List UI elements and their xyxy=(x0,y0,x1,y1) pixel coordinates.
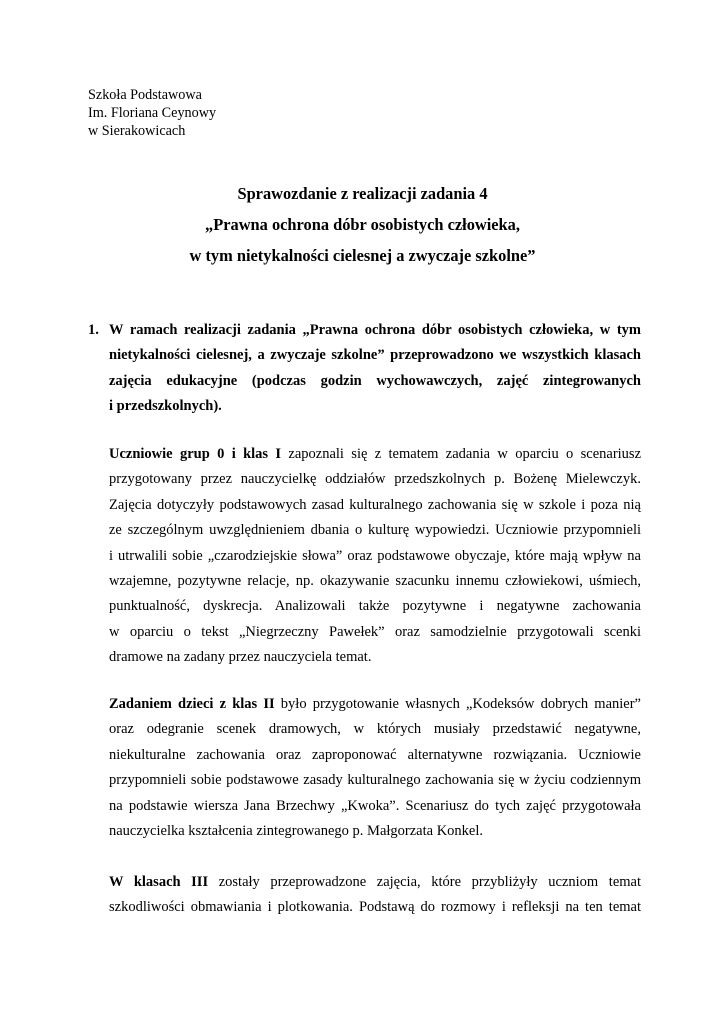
title-line-2: „Prawna ochrona dóbr osobistych człowieka, xyxy=(205,215,520,234)
list-item-1 xyxy=(109,318,641,420)
text-fragment: zapoznali się z tematem zadania w oparciu o scenariusz xyxy=(281,446,642,462)
text-line: nauczycielka kształcenia zintegrowanego p. Małgorzata Konkel. xyxy=(109,823,484,840)
text-line: punktualność, dyskrecja. Analizowali także pozytywne i negatywne zachowania xyxy=(109,598,641,615)
paragraph-lead: Uczniowie grup 0 i klas I xyxy=(109,446,282,462)
text-line xyxy=(109,870,641,895)
school-header xyxy=(88,86,216,140)
text-line: i przedszkolnych). xyxy=(109,398,222,415)
school-location: w Sierakowicach xyxy=(88,123,186,139)
text-line: na podstawie wiersza Jana Brzechwy „Kwoka”. Scenariusz do tych zajęć przygotowała xyxy=(109,797,641,814)
text-line xyxy=(109,442,641,467)
text-line: Zajęcia dotyczyły podstawowych zasad kulturalnego zachowania się w szkole i poza nią xyxy=(109,496,641,513)
text-fragment: zostały przeprowadzone zajęcia, które przybliżyły uczniom temat xyxy=(208,874,641,890)
text-line: wzajemne, pozytywne relacje, np. okazywanie szacunku innemu człowiekowi, uśmiech, xyxy=(109,573,641,590)
paragraph-grade-3 xyxy=(109,870,641,921)
text-line: ze szczególnym uwzględnieniem dbania o kulturę wypowiedzi. Uczniowie przypomnieli xyxy=(109,522,641,539)
school-patron: Im. Floriana Ceynowy xyxy=(88,105,217,121)
text-line: W ramach realizacji zadania „Prawna ochrona dóbr osobistych człowieka, w tym xyxy=(109,322,641,338)
paragraph-lead: W klasach III xyxy=(109,874,209,890)
title-line-1: Sprawozdanie z realizacji zadania 4 xyxy=(237,184,488,203)
text-line: zajęcia edukacyjne (podczas godzin wychowawczych, zajęć zintegrowanych xyxy=(109,372,641,389)
text-line: niekulturalne zachowania oraz zaproponować alternatywne rozwiązania. Uczniowie xyxy=(109,746,641,763)
text-line: nietykalności cielesnej, a zwyczaje szkolne” przeprowadzono we wszystkich klasach xyxy=(109,347,641,364)
text-line: szkodliwości obmawiania i plotkowania. Podstawą do rozmowy i refleksji na ten temat xyxy=(109,899,641,916)
text-line: przygotowany przez nauczycielkę oddziałów przedszkolnych p. Bożenę Mielewczyk. xyxy=(109,471,641,488)
paragraph-grade-2 xyxy=(109,692,641,844)
text-line: i utrwalili sobie „czarodziejskie słowa” oraz podstawowe obyczaje, które mają wpływ na xyxy=(109,547,641,564)
text-line: przypomnieli sobie podstawowe zasady kulturalnego zachowania się w życiu codziennym xyxy=(109,772,641,789)
text-line: oraz odegranie scenek dramowych, w których musiały przedstawić negatywne, xyxy=(109,721,641,738)
text-line xyxy=(109,692,641,717)
paragraph-lead: Zadaniem dzieci z klas II xyxy=(109,696,275,712)
paragraph-grades-0-1 xyxy=(109,442,641,671)
document-title xyxy=(0,178,725,271)
title-line-3: w tym nietykalności cielesnej a zwyczaje szkolne” xyxy=(189,246,536,265)
text-fragment: było przygotowanie własnych „Kodeksów dobrych manier” xyxy=(274,696,641,712)
text-line: dramowe na zadany przez nauczyciela temat. xyxy=(109,649,372,666)
school-name: Szkoła Podstawowa xyxy=(88,87,202,103)
text-line: w oparciu o tekst „Niegrzeczny Pawełek” oraz samodzielnie przygotowali scenki xyxy=(109,623,641,640)
list-number: 1. xyxy=(88,322,99,338)
